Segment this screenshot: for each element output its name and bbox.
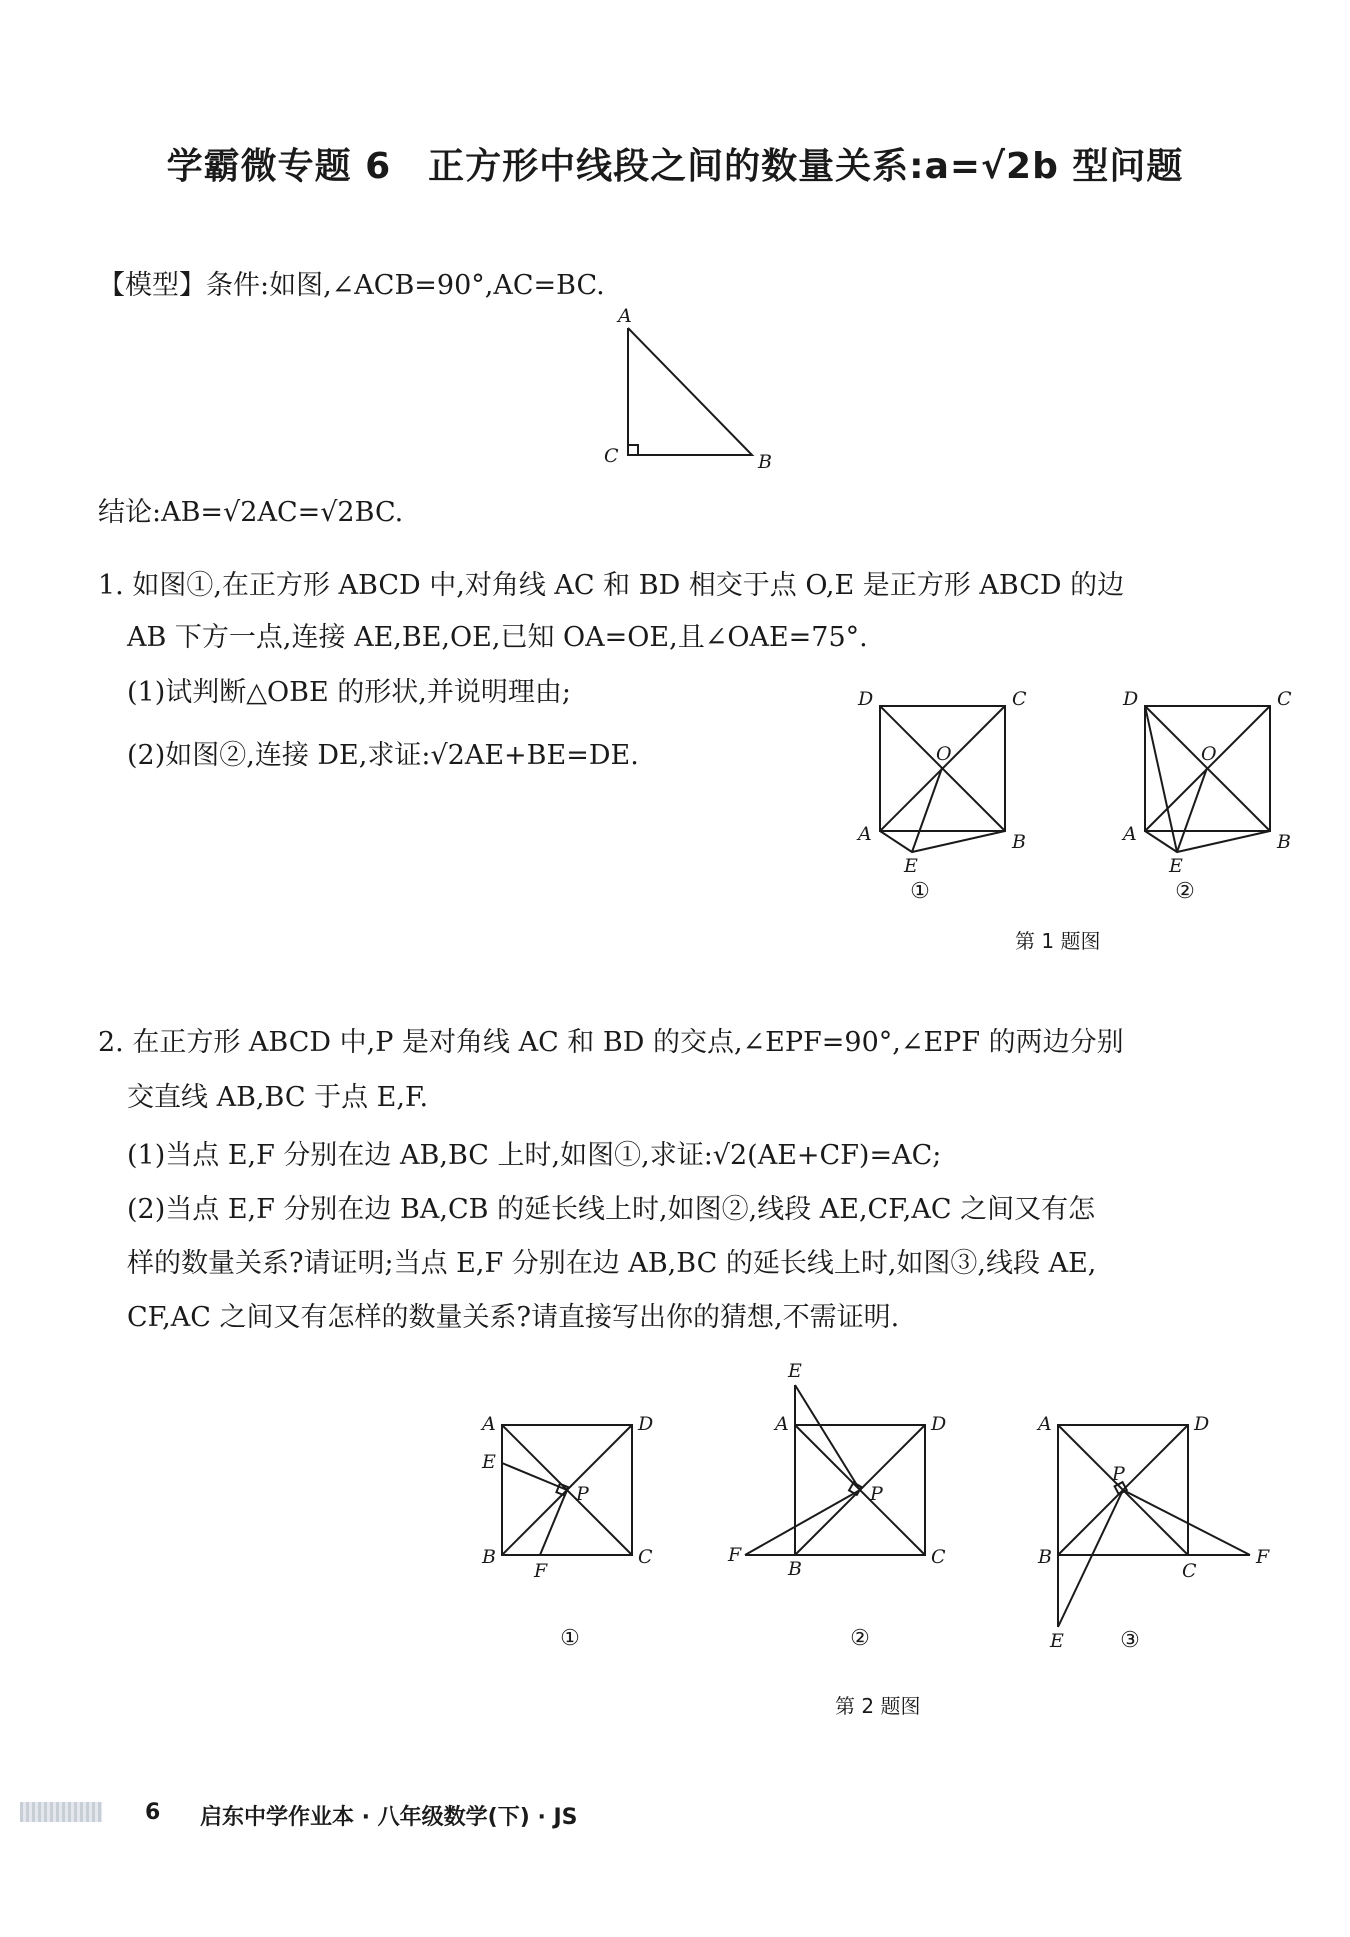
segment-oe-2 bbox=[1177, 768, 1207, 852]
label-a-fig3: A bbox=[1038, 1413, 1052, 1435]
figure-number-1: ① bbox=[560, 1626, 580, 1651]
segments-ae-be-2 bbox=[1145, 831, 1270, 852]
problem2-line1: 2. 在正方形 ABCD 中,P 是对角线 AC 和 BD 的交点,∠EPF=90°,∠EPF 的两边分别 bbox=[98, 1027, 1124, 1058]
label-p-fig2: P bbox=[870, 1483, 883, 1505]
model-triangle-figure bbox=[600, 300, 780, 480]
triangle-abc bbox=[628, 328, 752, 455]
segment-pf-fig1 bbox=[540, 1490, 567, 1555]
label-a: A bbox=[618, 305, 632, 327]
footer-decoration bbox=[20, 1802, 102, 1822]
label-c-fig2: C bbox=[931, 1546, 946, 1568]
label-e-fig3: E bbox=[1050, 1630, 1064, 1652]
label-p-fig1: P bbox=[576, 1483, 589, 1505]
problem1-caption: 第 1 题图 bbox=[1015, 929, 1101, 953]
label-e-fig2: E bbox=[788, 1360, 802, 1382]
label-b-fig3: B bbox=[1038, 1546, 1052, 1568]
label-a-2: A bbox=[1123, 823, 1137, 845]
problem1-figures bbox=[840, 680, 1320, 920]
figure-number-1: ① bbox=[910, 879, 930, 904]
right-angle-mark bbox=[628, 445, 638, 455]
label-a-fig1: A bbox=[482, 1413, 496, 1435]
label-e-fig1: E bbox=[482, 1451, 496, 1473]
label-e-2: E bbox=[1169, 855, 1183, 877]
problem2-line2: 交直线 AB,BC 于点 E,F. bbox=[127, 1082, 429, 1113]
label-a: A bbox=[858, 823, 872, 845]
model-conclusion: 结论:AB=√2AC=√2BC. bbox=[98, 497, 404, 528]
label-c-fig1: C bbox=[638, 1546, 653, 1568]
label-b-fig2: B bbox=[788, 1558, 802, 1580]
label-p-fig3: P bbox=[1112, 1463, 1125, 1485]
segment-pf-fig2 bbox=[745, 1490, 860, 1555]
label-b: B bbox=[1012, 831, 1026, 853]
label-b: B bbox=[758, 451, 772, 473]
problem2-caption: 第 2 题图 bbox=[835, 1694, 921, 1718]
label-c-2: C bbox=[1277, 688, 1292, 710]
segment-pe-fig1 bbox=[502, 1463, 567, 1490]
page-number: 6 bbox=[145, 1800, 161, 1825]
segments-ae-be bbox=[880, 831, 1005, 852]
right-angle-mark-fig1 bbox=[556, 1484, 568, 1496]
figure-number-3: ③ bbox=[1120, 1628, 1140, 1653]
problem2-q1: (1)当点 E,F 分别在边 AB,BC 上时,如图①,求证:√2(AE+CF)=AC; bbox=[127, 1140, 942, 1171]
problem2-figures bbox=[470, 1355, 1290, 1675]
problem1-line1: 1. 如图①,在正方形 ABCD 中,对角线 AC 和 BD 相交于点 O,E 是正方形 ABCD 的边 bbox=[98, 570, 1125, 601]
figure-number-2: ② bbox=[1175, 879, 1195, 904]
label-e: E bbox=[904, 855, 918, 877]
label-o-2: O bbox=[1201, 743, 1217, 765]
problem1-line2: AB 下方一点,连接 AE,BE,OE,已知 OA=OE,且∠OAE=75°. bbox=[127, 622, 868, 653]
right-angle-mark-fig2 bbox=[849, 1483, 861, 1495]
page-title: 学霸微专题 6 正方形中线段之间的数量关系:a=√2b 型问题 bbox=[166, 146, 1184, 187]
problem1-q1: (1)试判断△OBE 的形状,并说明理由; bbox=[127, 677, 571, 708]
label-d: D bbox=[858, 688, 874, 710]
model-condition: 【模型】条件:如图,∠ACB=90°,AC=BC. bbox=[98, 270, 605, 301]
label-c: C bbox=[604, 445, 619, 467]
label-d-fig3: D bbox=[1194, 1413, 1210, 1435]
label-d-2: D bbox=[1123, 688, 1139, 710]
segment-oe bbox=[912, 768, 942, 852]
label-f-fig2: F bbox=[728, 1544, 742, 1566]
label-a-fig2: A bbox=[775, 1413, 789, 1435]
figure-number-2: ② bbox=[850, 1626, 870, 1651]
label-o: O bbox=[936, 743, 952, 765]
problem2-q2c: CF,AC 之间又有怎样的数量关系?请直接写出你的猜想,不需证明. bbox=[127, 1302, 900, 1333]
label-d-fig2: D bbox=[931, 1413, 947, 1435]
label-c: C bbox=[1012, 688, 1027, 710]
problem1-q2: (2)如图②,连接 DE,求证:√2AE+BE=DE. bbox=[127, 740, 639, 771]
problem2-q2b: 样的数量关系?请证明;当点 E,F 分别在边 AB,BC 的延长线上时,如图③,线段 AE, bbox=[127, 1248, 1097, 1279]
label-c-fig3: C bbox=[1182, 1560, 1197, 1582]
label-b-fig1: B bbox=[482, 1546, 496, 1568]
segment-pe-fig3 bbox=[1058, 1490, 1123, 1627]
problem2-q2a: (2)当点 E,F 分别在边 BA,CB 的延长线上时,如图②,线段 AE,CF,AC 之间又有怎 bbox=[127, 1194, 1096, 1225]
label-f-fig3: F bbox=[1256, 1546, 1270, 1568]
segment-pe-fig2 bbox=[795, 1385, 860, 1490]
label-d-fig1: D bbox=[638, 1413, 654, 1435]
label-b-2: B bbox=[1277, 831, 1291, 853]
segment-pf-fig3 bbox=[1123, 1490, 1250, 1555]
label-f-fig1: F bbox=[534, 1560, 548, 1582]
footer-text: 启东中学作业本 · 八年级数学(下) · JS bbox=[200, 1805, 578, 1830]
